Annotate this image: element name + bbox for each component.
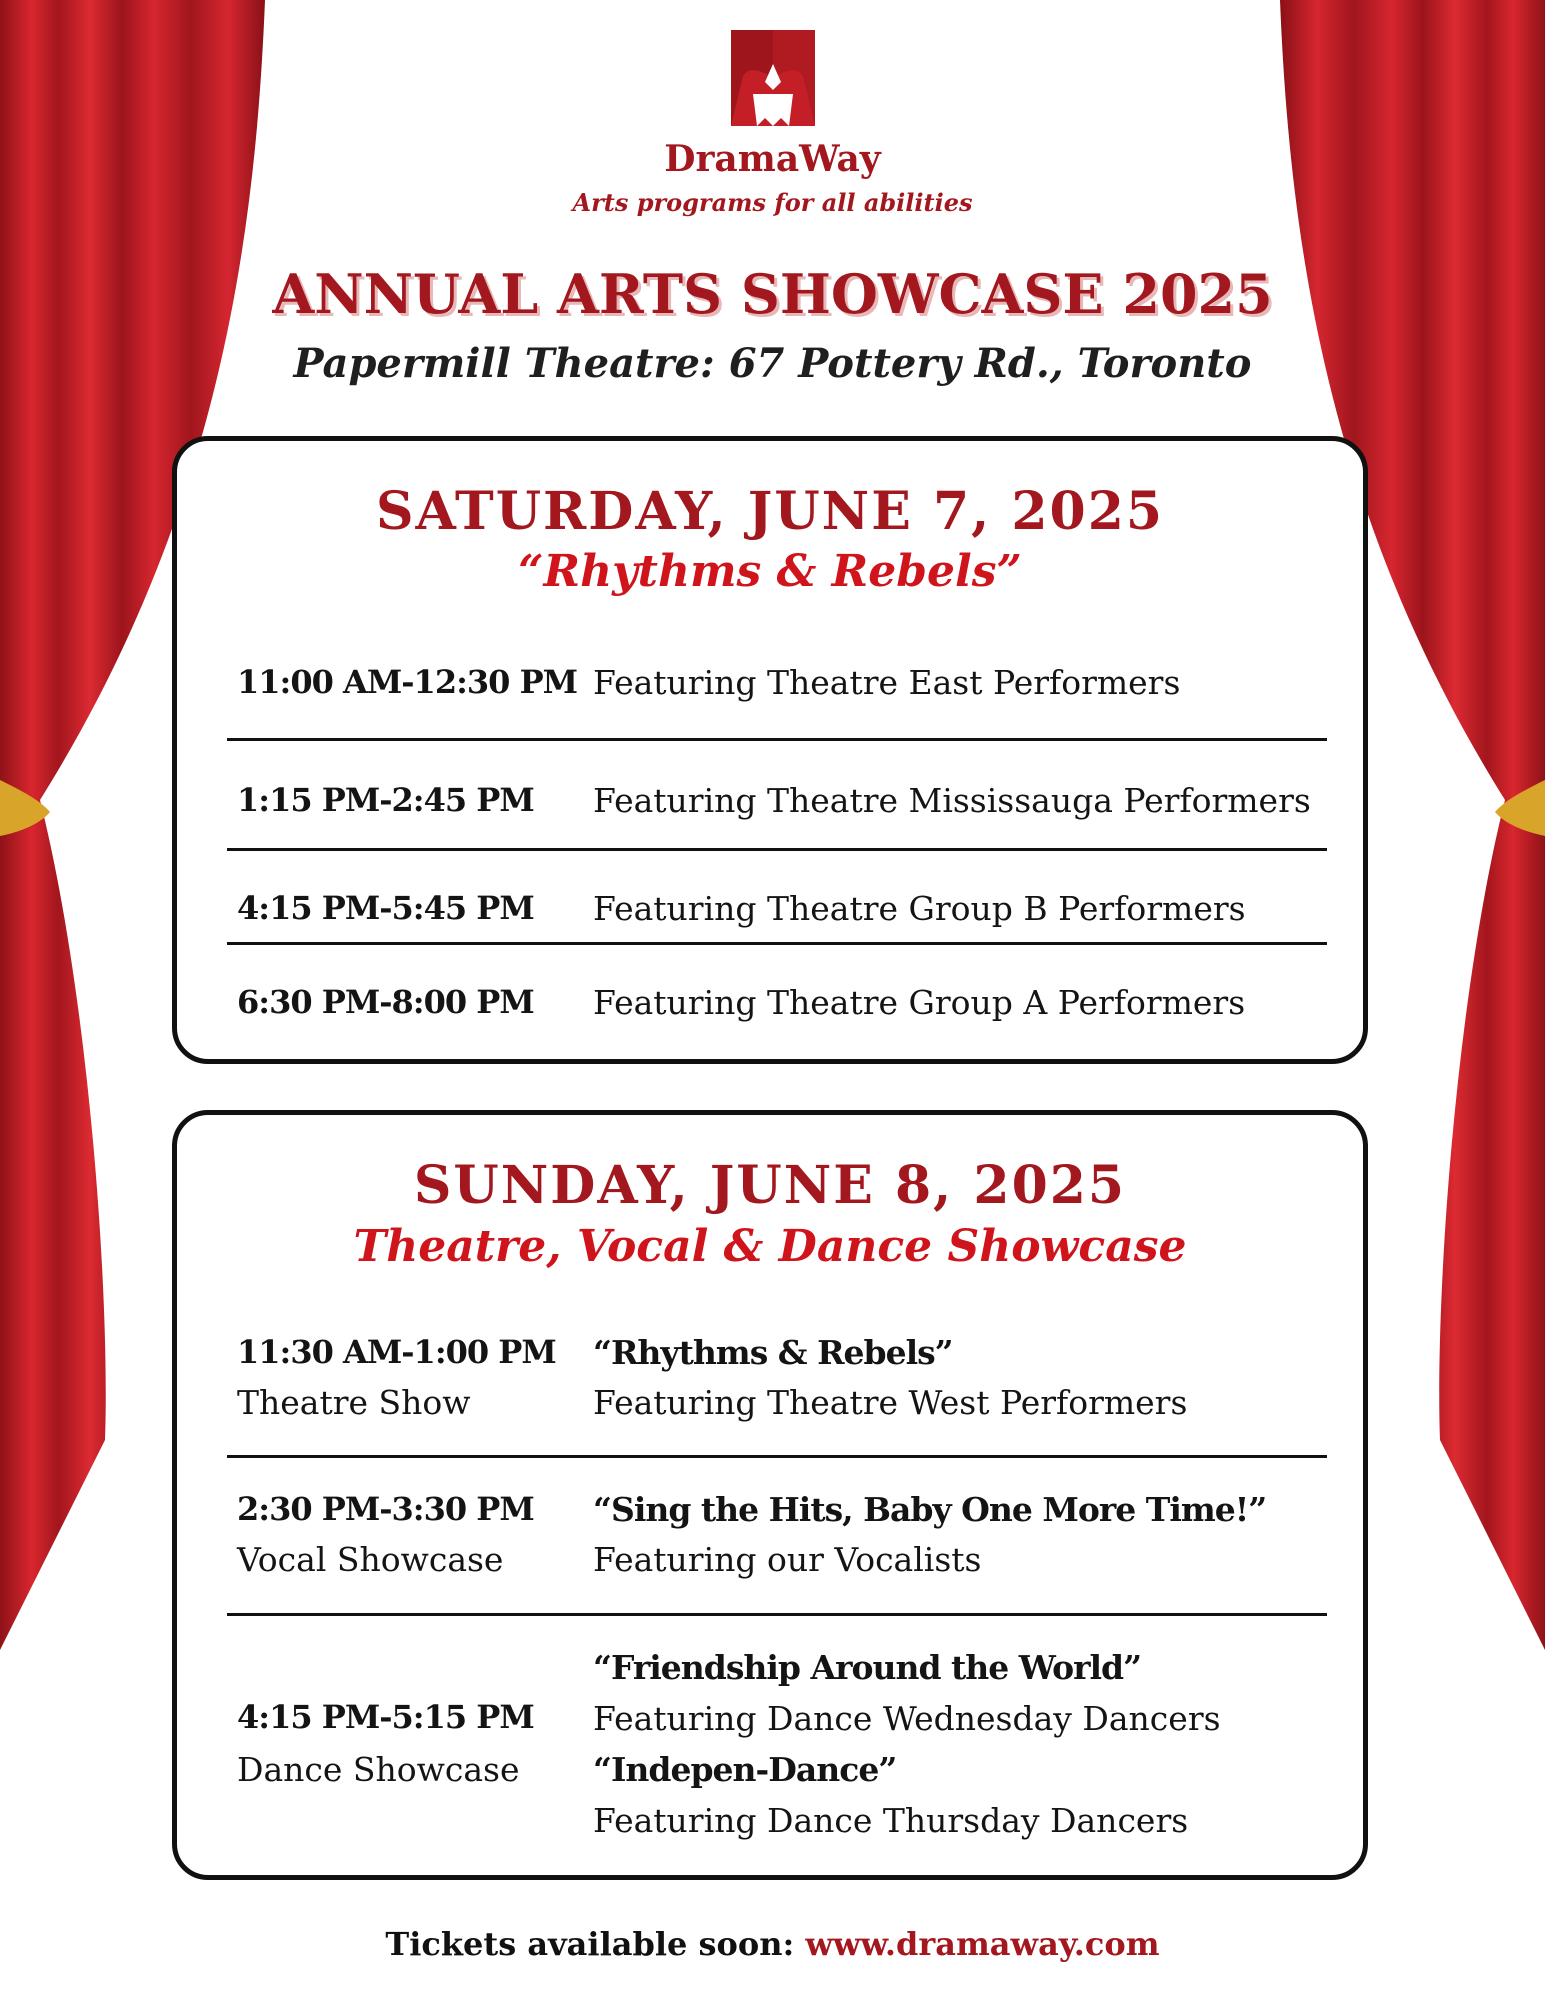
divider: [227, 738, 1327, 741]
saturday-date: SATURDAY, JUNE 7, 2025: [375, 481, 1165, 542]
saturday-schedule: [172, 436, 1368, 1064]
slot-show-title: “Rhythms & Rebels”: [593, 1333, 953, 1372]
ticket-info: [0, 1925, 1545, 1963]
slot-time: 11:30 AM-1:00 PM: [237, 1333, 556, 1371]
ticket-label: Tickets available soon:: [385, 1925, 795, 1963]
slot-description: Featuring our Vocalists: [593, 1540, 982, 1579]
divider: [227, 1613, 1327, 1616]
slot-type: Dance Showcase: [237, 1750, 520, 1789]
slot-description: Featuring Theatre Mississauga Performers: [593, 781, 1311, 820]
sunday-date: SUNDAY, JUNE 8, 2025: [413, 1155, 1127, 1216]
sunday-show-title: Theatre, Vocal & Dance Showcase: [353, 1221, 1187, 1272]
slot-time: 4:15 PM-5:15 PM: [237, 1698, 534, 1736]
slot-time: 1:15 PM-2:45 PM: [237, 781, 534, 819]
slot-time: 6:30 PM-8:00 PM: [237, 983, 534, 1021]
slot-type: Theatre Show: [237, 1383, 471, 1422]
slot-description: Featuring Dance Thursday Dancers: [593, 1801, 1189, 1840]
slot-description: Featuring Dance Wednesday Dancers: [593, 1699, 1221, 1738]
slot-description: Featuring Theatre West Performers: [593, 1383, 1188, 1422]
slot-description: Featuring Theatre Group A Performers: [593, 983, 1246, 1022]
divider: [227, 942, 1327, 945]
brand-name: DramaWay: [664, 138, 881, 180]
sunday-schedule: [172, 1110, 1368, 1880]
slot-show-title: “Indepen-Dance”: [593, 1750, 897, 1789]
slot-time: 11:00 AM-12:30 PM: [237, 663, 578, 701]
dramaway-logo: [721, 30, 825, 130]
slot-show-title: “Friendship Around the World”: [593, 1648, 1142, 1687]
brand-tagline: Arts programs for all abilities: [572, 188, 973, 217]
venue: Papermill Theatre: 67 Pottery Rd., Toronto: [293, 340, 1252, 387]
website-link[interactable]: www.dramaway.com: [805, 1925, 1160, 1963]
slot-show-title: “Sing the Hits, Baby One More Time!”: [593, 1490, 1267, 1529]
divider: [227, 1455, 1327, 1458]
slot-time: 4:15 PM-5:45 PM: [237, 889, 534, 927]
slot-time: 2:30 PM-3:30 PM: [237, 1490, 534, 1528]
slot-description: Featuring Theatre Group B Performers: [593, 889, 1246, 928]
saturday-show-title: “Rhythms & Rebels”: [518, 546, 1022, 597]
page-title: ANNUAL ARTS SHOWCASE 2025: [272, 262, 1273, 326]
slot-description: Featuring Theatre East Performers: [593, 663, 1181, 702]
slot-type: Vocal Showcase: [237, 1540, 504, 1579]
divider: [227, 848, 1327, 851]
